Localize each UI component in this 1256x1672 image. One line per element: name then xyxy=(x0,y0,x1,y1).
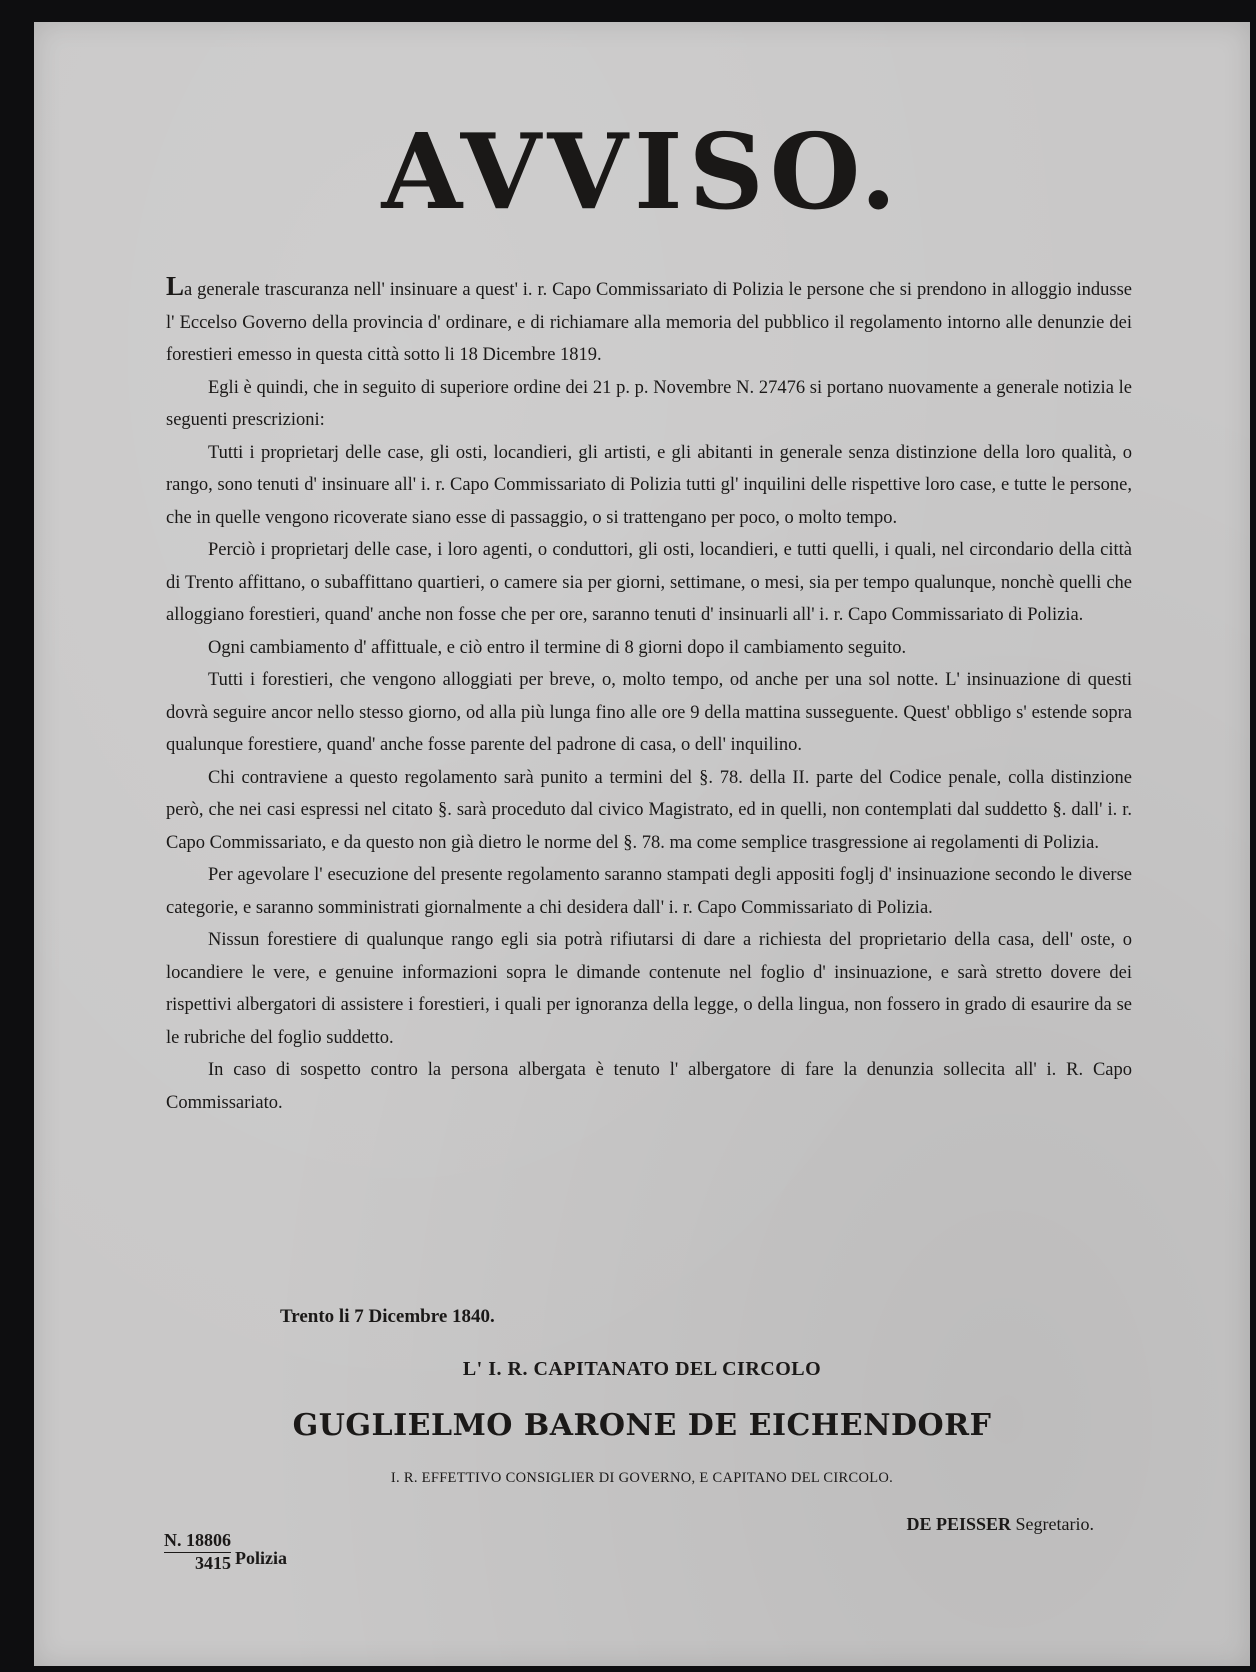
protocol-fraction xyxy=(164,1530,231,1574)
protocol-denominator: 3415 xyxy=(195,1553,231,1573)
issuing-authority: L' I. R. CAPITANATO DEL CIRCOLO xyxy=(462,1358,822,1380)
notice-body xyxy=(166,270,1132,1119)
paragraph-1: La generale trascuranza nell' insinuare a quest' i. r. Capo Commissariato di Polizia le persone che si prendono in alloggio indusse l' Eccelso Governo della provincia d' ordinare, e di richiamare alla memoria del pubblico il regolamento intorno alle denunzie dei forestieri emesso in questa città sotto li 18 Dicembre 1819. xyxy=(166,271,1132,365)
paragraph-5: Ogni cambiamento d' affittuale, e ciò entro il termine di 8 giorni dopo il cambiamento seguito. xyxy=(208,637,907,658)
paragraph-10: In caso di sospetto contro la persona albergata è tenuto l' albergatore di fare la denunzia sollecita all' i. R. Capo Commissariato. xyxy=(166,1060,1132,1113)
secretary-role: Segretario. xyxy=(1015,1514,1094,1534)
paragraph-7: Chi contraviene a questo regolamento sarà punito a termini del §. 78. della II. parte del Codice penale, colla distinzione però, che nei casi espressi nel citato §. sarà proceduto dal civico Magistrato, ed in quelli, non contemplati dal suddetto §. dall' i. r. Capo Commissariato, e da questo non già dietro le norme del §. 78. ma come semplice trasgressione ai regolamenti di Polizia. xyxy=(166,767,1132,853)
paragraph-6: Tutti i forestieri, che vengono alloggiati per breve, o, molto tempo, od anche per una sol notte. L' insinuazione di questi dovrà seguire ancor nello stesso giorno, od alla più lunga fino alle ore 9 della mattina susseguente. Quest' obbligo s' estende sopra qualunque forestiere, quand' anche fosse parente del padrone di casa, o dell' inquilino. xyxy=(166,670,1132,755)
protocol-number xyxy=(164,1530,287,1574)
paragraph-9: Nissun forestiere di qualunque rango egli sia potrà rifiutarsi di dare a richiesta del proprietario della casa, dell' oste, o locandiere le vere, e genuine informazioni sopra le dimande contenute nel foglio d' insinuazione, e sarà stretto dovere dei rispettivi albergatori di assistere i forestieri, i quali per ignoranza della legge, o della lingua, non fossero in grado di esaurire da se le rubriche del foglio suddetto. xyxy=(166,930,1132,1048)
secretary-name: DE PEISSER xyxy=(906,1514,1012,1534)
notice-sheet xyxy=(34,22,1250,1666)
paragraph-3: Tutti i proprietarj delle case, gli osti, locandieri, gli artisti, e gli abitanti in generale senza distinzione della loro qualità, o rango, sono tenuti d' insinuare all' i. r. Capo Commissariato di Polizia tutti gl' inquilini delle rispettive loro case, e tutte le persone, che in quelle vengono ricoverate siano esse di passaggio, o si trattengano per poco, o molto tempo. xyxy=(166,442,1132,528)
date-line: Trento li 7 Dicembre 1840. xyxy=(280,1306,495,1327)
notice-title: AVVISO. xyxy=(381,110,903,233)
secretary-signature xyxy=(906,1514,1094,1535)
paragraph-2: Egli è quindi, che in seguito di superiore ordine dei 21 p. p. Novembre N. 27476 si portano nuovamente a generale notizia le seguenti prescrizioni: xyxy=(166,377,1132,430)
protocol-numerator: N. 18806 xyxy=(164,1530,231,1553)
signatory-title: I. R. EFFETTIVO CONSIGLIER DI GOVERNO, E CAPITANO DEL CIRCOLO. xyxy=(390,1470,894,1486)
drop-cap: L xyxy=(166,271,185,301)
paragraph-8: Per agevolare l' esecuzione del presente regolamento saranno stampati degli appositi foglj d' insinuazione secondo le diverse categorie, e saranno somministrati giornalmente a chi desidera dall' i. r. Capo Commissariato di Polizia. xyxy=(166,865,1132,918)
protocol-office: Polizia xyxy=(235,1547,287,1568)
paragraph-4: Perciò i proprietarj delle case, i loro agenti, o conduttori, gli osti, locandieri, e tutti quelli, i quali, nel circondario della città di Trento affittano, o subaffittano quartieri, o camere sia per giorni, settimane, o mesi, sia per tempo qualunque, nonchè quelli che alloggiano forestieri, quand' anche non fosse che per ore, saranno tenuti d' insinuarli all' i. r. Capo Commissariato di Polizia. xyxy=(166,540,1132,625)
signatory-name: GUGLIELMO BARONE DE EICHENDORF xyxy=(292,1408,992,1443)
